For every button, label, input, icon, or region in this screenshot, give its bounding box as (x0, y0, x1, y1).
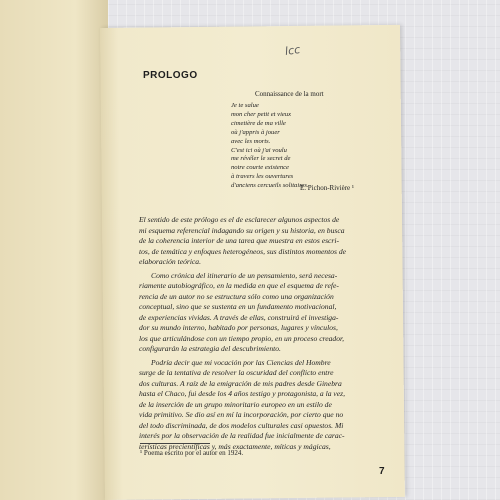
footnote: ¹ Poema escrito por el autor en 1924. (140, 449, 244, 457)
body-line: de la inserción de un grupo minoritario europeo en un estilo de (139, 399, 332, 409)
body-line: Podría decir que mi vocación por las Ciencias del Hombre (151, 357, 331, 367)
body-line: del todo discriminada, de dos modelos culturales casi opuestos. Mi (139, 420, 344, 430)
body-line: vida primitivo. Se dio así en mí la incorporación, por cierto que no (139, 410, 344, 419)
body-line: de experiencias vividas. A través de ellas, construirá el investiga- (139, 312, 339, 322)
poem-line: à travers les ouvertures (231, 173, 294, 181)
body-line: dor su mundo interno, habitado por personas, lugares y vínculos, (139, 323, 338, 332)
poem-line: avec les morts. (231, 137, 271, 145)
poem-line: d'anciens cercueils solitaires. (231, 182, 309, 190)
pencil-annotation: lcc (284, 43, 301, 58)
body-line: conceptual, sino que se sustenta en un fundamento motivacional, (139, 302, 337, 311)
body-line: riamente autobiográfico, en la medida en que el esquema de refe- (139, 281, 339, 290)
poem-line: C'est ici où j'ai voulu (231, 146, 287, 154)
body-line: surge de la tentativa de resolver la oscuridad del conflicto entre (139, 368, 334, 377)
body-line: El sentido de este prólogo es el de esclarecer algunos aspectos de (139, 215, 340, 224)
body-line: configurarán la estrategia del descubrimiento. (139, 344, 281, 353)
poem-line: me révéler le secret de (231, 155, 291, 163)
poem-title: Connaissance de la mort (255, 90, 324, 98)
body-line: dos culturas. A raíz de la emigración de mis padres desde Ginebra (139, 378, 342, 388)
footnote-divider (140, 443, 210, 444)
poem-epigraph (231, 102, 371, 191)
body-line: elaboración teórica. (139, 257, 202, 266)
body-line: los que articulándose con un tiempo propio, en un proceso creador, (139, 333, 345, 343)
body-line: Como crónica del itinerario de un pensamiento, será necesa- (151, 270, 338, 280)
body-line: rencia de un autor no se estructura sólo como una organización (139, 291, 334, 301)
poem-line: où j'appris à jouer (231, 128, 280, 136)
left-book-page (0, 0, 108, 500)
chapter-heading: PROLOGO (143, 70, 198, 81)
prologue-body (139, 215, 385, 452)
body-line: terísticas precientíficas y, más exactamente, míticas y mágicas, (139, 441, 331, 451)
poem-line: Je te salue (231, 102, 259, 109)
poem-line: notre courte existence (231, 164, 289, 172)
poem-line: mon cher petit et vieux (231, 110, 292, 118)
body-line: tos, de temática y enfoques heterogéneos, sus distintos momentos de (139, 246, 347, 256)
poem-author: E. Pichon-Rivière ¹ (300, 184, 355, 192)
body-line: interés por la observación de la realidad fue inicialmente de carac- (139, 431, 345, 440)
body-line: hasta el Chaco, fui desde los 4 años testigo y protagonista, a la vez, (139, 389, 346, 398)
body-line: de la coherencia interior de una tarea que muestra en estos escri- (139, 236, 339, 245)
page-number: 7 (379, 466, 385, 477)
poem-line: cimetière de ma ville (231, 119, 286, 127)
body-line: mi esquema referencial indagando su origen y su historia, en busca (139, 225, 345, 235)
